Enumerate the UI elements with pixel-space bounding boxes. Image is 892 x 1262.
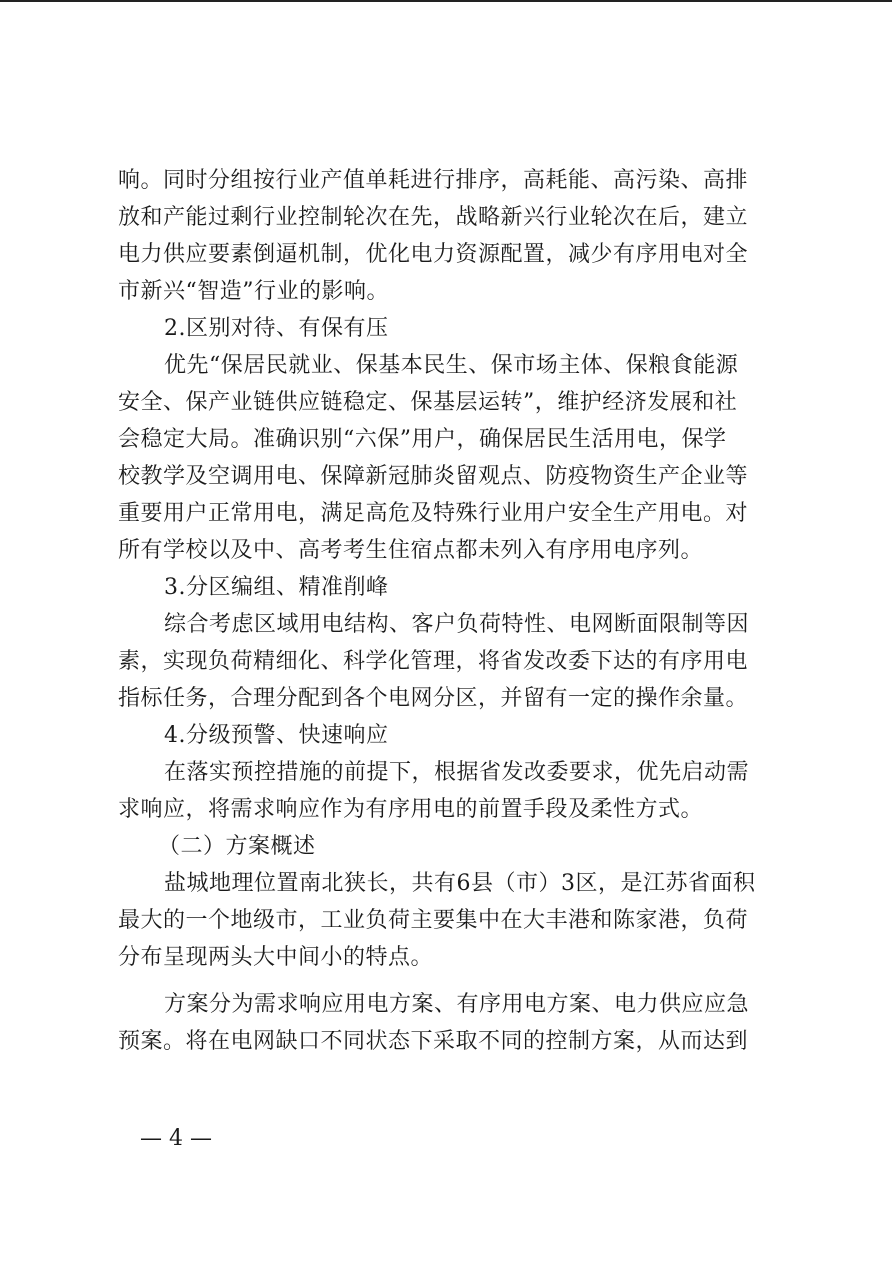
body-line: 会稳定大局。准确识别“六保”用户，确保居民生活用电，保学 [118,427,727,452]
body-line: 放和产能过剩行业控制轮次在先，战略新兴行业轮次在后，建立 [118,205,749,230]
section-heading: 3.分区编组、精准削峰 [164,575,389,600]
body-line: 安全、保产业链供应链稳定、保基层运转”，维护经济发展和社 [118,390,738,415]
body-line: 素，实现负荷精细化、科学化管理，将省发改委下达的有序用电 [118,649,749,674]
paragraph-first-line: 优先“保居民就业、保基本民生、保市场主体、保粮食能源 [164,353,739,378]
body-line: 响。同时分组按行业产值单耗进行排序，高耗能、高污染、高排 [118,168,749,193]
page-number: — 4 — [140,1126,212,1151]
body-line: 校教学及空调用电、保障新冠肺炎留观点、防疫物资生产企业等 [118,464,749,489]
paragraph-first-line: 盐城地理位置南北狭长，共有6县（市）3区，是江苏省面积 [164,871,756,896]
body-line: 最大的一个地级市，工业负荷主要集中在大丰港和陈家港，负荷 [118,908,749,933]
body-line: 所有学校以及中、高考考生住宿点都未列入有序用电序列。 [118,538,704,563]
paragraph-first-line: 在落实预控措施的前提下，根据省发改委要求，优先启动需 [164,760,750,785]
subsection-heading: （二）方案概述 [158,834,316,859]
paragraph-first-line: 方案分为需求响应用电方案、有序用电方案、电力供应应急 [164,992,750,1017]
body-line: 分布呈现两头大中间小的特点。 [118,945,434,970]
body-line: 指标任务，合理分配到各个电网分区，并留有一定的操作余量。 [118,686,749,711]
body-line: 重要用户正常用电，满足高危及特殊行业用户安全生产用电。对 [118,501,749,526]
body-line: 求响应，将需求响应作为有序用电的前置手段及柔性方式。 [118,797,704,822]
body-line: 预案。将在电网缺口不同状态下采取不同的控制方案，从而达到 [118,1029,749,1054]
body-line: 电力供应要素倒逼机制，优化电力资源配置，减少有序用电对全 [118,242,749,267]
paragraph-first-line: 综合考虑区域用电结构、客户负荷特性、电网断面限制等因 [164,612,750,637]
section-heading: 4.分级预警、快速响应 [164,723,389,748]
section-heading: 2.区别对待、有保有压 [164,316,389,341]
body-line: 市新兴“智造”行业的影响。 [118,279,389,304]
